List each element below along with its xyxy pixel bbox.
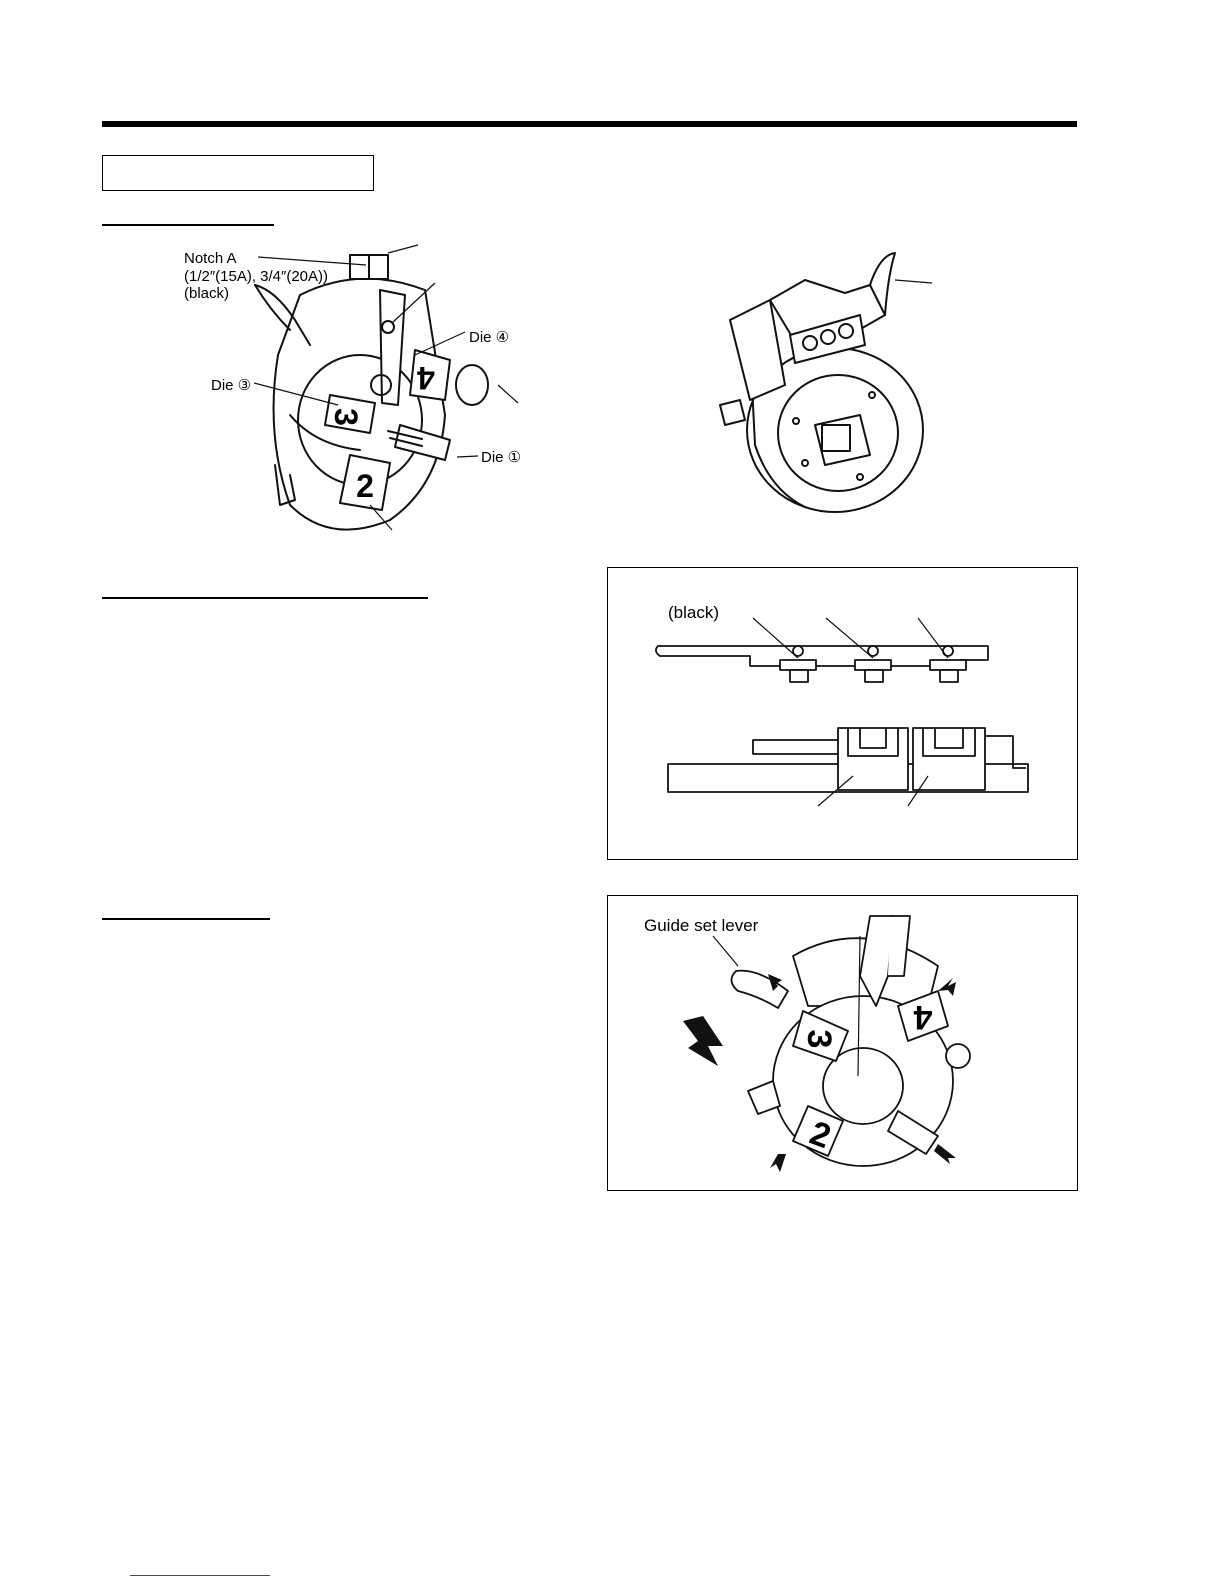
footer-link-underline[interactable] [130,1575,270,1576]
heading-underline-3 [102,918,270,920]
notch-a-label: Notch A [184,250,237,267]
black-notch-label: (black) [668,603,720,622]
die-head-perspective-figure [710,245,960,525]
die-2-number: 2 [356,468,374,504]
guide-set-lever-diagram [608,896,1079,1192]
guide-set-lever-panel [607,895,1078,1191]
guide-die-3-number: 3 [800,1029,838,1049]
guide-die-4-number: 4 [913,998,933,1036]
heading-underline-1 [102,224,274,226]
die-3-number: 3 [328,408,364,426]
heading-underline-2 [102,597,428,599]
notch-diagram [608,568,1079,861]
notch-diagram-panel [607,567,1078,860]
notch-a-color: (black) [184,285,230,302]
die-4-number: 4 [417,360,435,396]
die-1-label: Die ① [481,449,522,466]
guide-die-2-number: 2 [804,1113,836,1157]
top-rule [102,121,1077,127]
die-3-label: Die ③ [211,377,252,394]
guide-set-lever-label: Guide set lever [644,916,759,935]
notch-a-sizes: (1/2″(15A), 3/4″(20A)) [184,268,329,285]
die-4-label: Die ④ [469,329,510,346]
die-head-figure [160,235,530,550]
section-title-box [102,155,374,191]
